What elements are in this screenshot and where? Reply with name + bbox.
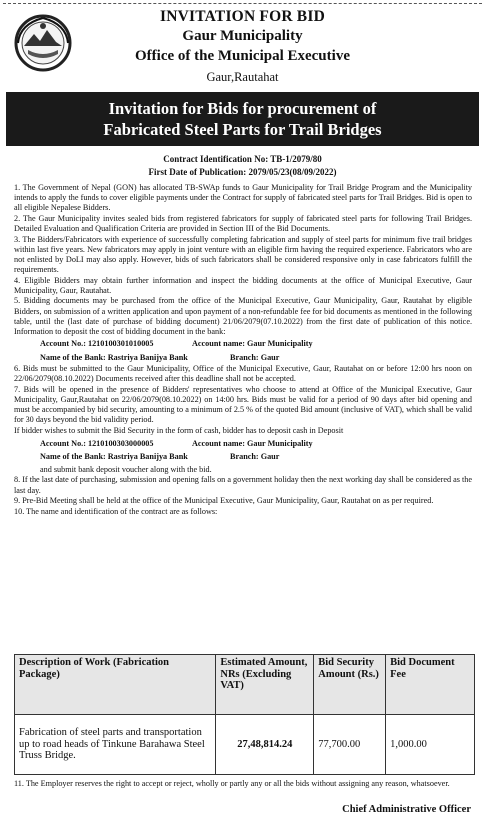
col-description: Description of Work (Fabrication Package) xyxy=(15,655,216,715)
account-name: Account name: Gaur Municipality xyxy=(192,438,313,448)
paragraph-7: 7. Bids will be opened in the presence of Bidders' representatives who choose to attend at Office of the Municipal Executive, Gaur Municipality, Gaur,Rautahat on 22/06/2079(08.10.2022) on 14:00 hrs. Bids must be valid for a period of 90 days after bid opening and must be accompanied by bid security, amounting to a minimum of 2.5 % of the quoted Bid amount (inclusive of VAT), which shall be valid for 30 days beyond the bid validity period. xyxy=(14,385,472,425)
voucher-note: and submit bank deposit voucher along with the bid. xyxy=(40,464,212,474)
table-row xyxy=(15,715,475,775)
cell-estimated-amount: 27,48,814.24 xyxy=(216,715,314,775)
bank-info-1 xyxy=(14,337,472,364)
paragraph-9: 9. Pre-Bid Meeting shall be held at the office of the Municipal Executive, Gaur Municipality, Gaur, Rautahat on as per required. xyxy=(14,496,434,506)
bank-branch: Branch: Gaur xyxy=(230,352,280,362)
notice-body xyxy=(14,183,472,518)
bank-info-2 xyxy=(14,437,472,464)
banner-line-2: Fabricated Steel Parts for Trail Bridges xyxy=(103,120,382,139)
account-number: Account No.: 1210100301010005 xyxy=(40,339,154,349)
doc-title: INVITATION FOR BID xyxy=(160,8,325,25)
paragraph-6: 6. Bids must be submitted to the Gaur Municipality, Office of the Municipal Executive, Gaur, Rautahat on or before 12:00 hrs noon on 22/06/2079(08.10.2022) Documents received after this deadline shall not be accepted. xyxy=(14,364,472,384)
paragraph-10: 10. The name and identification of the contract are as follows: xyxy=(14,506,218,516)
notice-banner xyxy=(6,92,479,146)
paragraph-5: 5. Bidding documents may be purchased from the office of the Municipal Executive, Gaur Municipality, Gaur, Rautahat by eligible Bidders, on submission of a written application and upon payment of a non-refundable fee for bid documents as mentioned in the following table, until the (last date of purchase of bidding document) 21/06/2079(07.10.2022) from the first date of publication of this notice. Information to deposit the cost of bidding document in the bank: xyxy=(14,296,472,336)
bank-name: Name of the Bank: Rastriya Banijya Bank xyxy=(40,352,188,362)
publication-date: First Date of Publication: 2079/05/23(08/09/2022) xyxy=(148,167,337,177)
paragraph-4: 4. Eligible Bidders may obtain further information and inspect the bidding documents at the office of Municipal Executive, Gaur Municipality, Gaur, Rautahat. xyxy=(14,275,472,295)
contract-id: Contract Identification No: TB-1/2079/80 xyxy=(163,154,322,164)
paragraph-2: 2. The Gaur Municipality invites sealed bids from registered fabricators for supply of fabricated steel parts for following Trail Bridges. Detailed Evaluation and Qualification Criteria are provided in Section III of the Bid Documents. xyxy=(14,213,472,233)
account-name: Account name: Gaur Municipality xyxy=(192,339,313,349)
table-header-row xyxy=(15,655,475,715)
account-number: Account No.: 1210100303000005 xyxy=(40,438,154,448)
office-location: Gaur,Rautahat xyxy=(206,70,279,84)
paragraph-11: 11. The Employer reserves the right to accept or reject, wholly or partly any or all the bids without assigning any reason, whatsoever. xyxy=(14,779,450,788)
cell-description: Fabrication of steel parts and transportation up to road heads of Tinkune Barahawa Steel Truss Bridge. xyxy=(15,715,216,775)
cash-deposit-note: If bidder wishes to submit the Bid Security in the form of cash, bidder has to deposit cash in Deposit xyxy=(14,426,344,436)
org-name: Gaur Municipality xyxy=(182,28,303,44)
signatory-title: Chief Administrative Officer xyxy=(342,804,471,815)
contract-table xyxy=(14,654,475,775)
col-document-fee: Bid Document Fee xyxy=(386,655,475,715)
banner-line-1: Invitation for Bids for procurement of xyxy=(108,99,377,118)
paragraph-8: 8. If the last date of purchasing, submission and opening falls on a government holiday then the next working day shall be considered as the last day. xyxy=(14,475,472,495)
bank-branch: Branch: Gaur xyxy=(230,452,280,462)
cell-document-fee: 1,000.00 xyxy=(386,715,475,775)
office-name: Office of the Municipal Executive xyxy=(135,48,350,64)
bank-name: Name of the Bank: Rastriya Banijya Bank xyxy=(40,452,188,462)
paragraph-1: 1. The Government of Nepal (GON) has allocated TB-SWAp funds to Gaur Municipality for Trail Bridge Program and the Municipality intends to apply the funds to cover eligible payments under the Contract for supply of fabricated steel parts for Trail Bridges. Bid is open to all eligible Nepalese Bidders. xyxy=(14,183,472,213)
cell-bid-security: 77,700.00 xyxy=(314,715,386,775)
paragraph-3: 3. The Bidders/Fabricators with experience of successfully completing fabrication and supply of steel parts for minimum five trail bridges within last five years. New fabricators may apply in joint venture with an eligible firm having the required experience. Fabricators who are not enlisted by DoLI may also apply. However, bids of such fabricators shall be considered responsive only in case fabricators fulfill the requirements. xyxy=(14,234,472,274)
col-estimated-amount: Estimated Amount, NRs (Excluding VAT) xyxy=(216,655,314,715)
col-bid-security: Bid Security Amount (Rs.) xyxy=(314,655,386,715)
